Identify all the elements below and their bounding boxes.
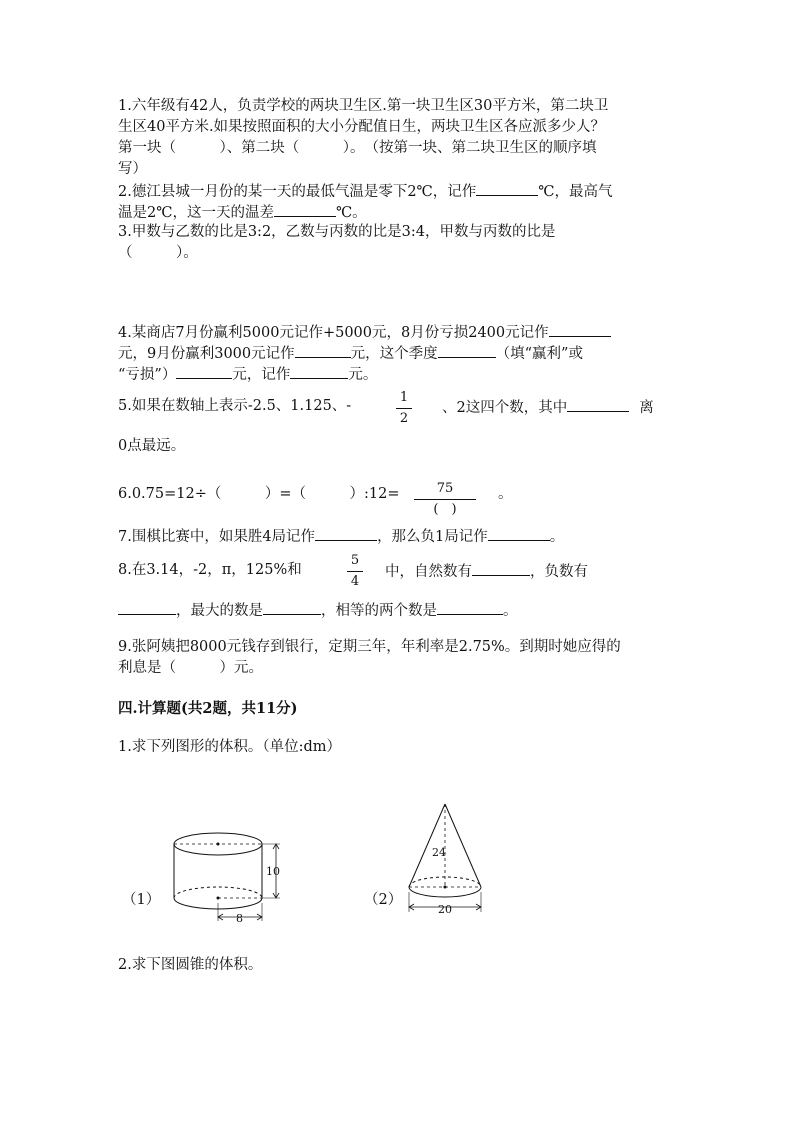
- q7-text-c: 。: [549, 529, 565, 545]
- q8-blank-4[interactable]: [437, 599, 503, 615]
- q4-text-b: 元，9月份赢利3000元记作: [118, 346, 295, 362]
- q9-line2: 利息是（ ）元。: [118, 660, 263, 676]
- q8-line2: [118, 599, 518, 622]
- cylinder-height-label: 10: [266, 865, 280, 878]
- cylinder-figure: [170, 825, 290, 925]
- cone-height-label: 24: [432, 846, 446, 859]
- q7-blank-2[interactable]: [488, 525, 550, 541]
- calc-q1-text: 1.求下列图形的体积。（单位:dm）: [118, 739, 342, 755]
- q2-blank-2[interactable]: [274, 201, 336, 217]
- q2-line2: [118, 201, 367, 224]
- q6-fraction: [414, 481, 476, 518]
- q8-blank-1[interactable]: [472, 560, 530, 576]
- q5-line1-rest: [442, 396, 654, 419]
- cylinder-radius-label: 8: [236, 912, 243, 925]
- q8-frac-bar: [347, 571, 363, 572]
- q5-blank-1[interactable]: [567, 396, 629, 412]
- q1-line4: 写）: [118, 161, 147, 177]
- q4-line1: [118, 321, 611, 344]
- q4-text-d: （填“赢利”或: [495, 346, 583, 362]
- q5-text-b: 、2这四个数，其中: [442, 400, 568, 416]
- q8-fraction: [347, 553, 363, 590]
- q5-text-a: 5.如果在数轴上表示-2.5、1.125、-: [118, 398, 352, 414]
- cone-base-center: [444, 886, 447, 889]
- q7-line: [118, 525, 564, 548]
- q4-blank-1[interactable]: [549, 321, 611, 337]
- q8-text-b: 中，自然数有: [385, 564, 472, 580]
- q4-text-c: 元，这个季度: [350, 346, 438, 362]
- q8-line1-rest: [385, 560, 588, 583]
- q4-text-g: 元。: [348, 367, 378, 383]
- q4-blank-3[interactable]: [438, 342, 496, 358]
- q8-blank-2[interactable]: [118, 599, 176, 615]
- q4-text-a: 4.某商店7月份赢利5000元记作+5000元，8月份亏损2400元记作: [118, 325, 549, 341]
- q2-text-d: ℃。: [335, 205, 367, 221]
- q5-frac-den: 2: [399, 411, 409, 426]
- cone-diameter-label: 20: [438, 903, 452, 916]
- q5-text-d: 0点最远。: [118, 438, 186, 454]
- q1-line3: 第一块（ ）、第二块（ ）。 （按第一块、第二块卫生区的顺序填: [118, 140, 597, 156]
- q3-line1: 3.甲数与乙数的比是3:2，乙数与丙数的比是3:4，甲数与丙数的比是: [118, 224, 556, 240]
- cone-figure: [405, 800, 495, 920]
- cylinder-bottom-back: [174, 887, 262, 898]
- q3-line2: （ ）。: [118, 245, 198, 261]
- fig2-label: （2）: [364, 892, 403, 908]
- q7-text-a: 7.围棋比赛中，如果胜4局记作: [118, 529, 316, 545]
- q8-text-e: ，相等的两个数是: [321, 603, 437, 619]
- q5-frac-num: 1: [399, 390, 409, 405]
- q1-line1: 1.六年级有42人，负责学校的两块卫生区.第一块卫生区30平方米，第二块卫: [118, 98, 609, 114]
- q1-line2: 生区40平方米.如果按照面积的大小分配值日生，两块卫生区各应派多少人？: [118, 119, 606, 135]
- q6-frac-bar: [414, 499, 476, 500]
- cone-right-side: [445, 804, 481, 887]
- q6-text-a: 6.0.75=12÷（ ）=（ ）:12=: [118, 486, 400, 502]
- q5-fraction: [396, 390, 412, 427]
- q9-line1: 9.张阿姨把8000元钱存到银行，定期三年，年利率是2.75%。到期时她应得的: [118, 639, 621, 655]
- q8-blank-3[interactable]: [263, 599, 321, 615]
- q4-blank-4[interactable]: [176, 363, 232, 379]
- q5-text-c: 离: [639, 400, 654, 416]
- q8-text-a: 8.在3.14，-2，π，125%和: [118, 562, 302, 578]
- q4-line3: [118, 363, 377, 386]
- calc-q2-text: 2.求下图圆锥的体积。: [118, 957, 263, 973]
- q2-text-b: ℃，最高气: [538, 184, 613, 200]
- q6-frac-den: ( ): [433, 502, 457, 517]
- q2-blank-1[interactable]: [476, 180, 538, 196]
- q4-text-f: 元，记作: [232, 367, 291, 383]
- q6-frac-num: 75: [436, 481, 454, 496]
- section-4-heading: 四.计算题(共2题，共11分): [118, 700, 298, 717]
- cylinder-top-center: [217, 843, 220, 846]
- q7-blank-1[interactable]: [315, 525, 377, 541]
- q4-blank-2[interactable]: [295, 342, 351, 358]
- q8-frac-num: 5: [350, 553, 360, 568]
- q8-frac-den: 4: [350, 574, 360, 589]
- q5-frac-bar: [396, 408, 412, 409]
- fig1-label: （1）: [122, 892, 161, 908]
- q7-text-b: ，那么负1局记作: [377, 529, 488, 545]
- q2-line1: [118, 180, 613, 203]
- q4-line2: [118, 342, 583, 365]
- q8-text-d: ，最大的数是: [176, 603, 263, 619]
- q4-text-e: “亏损”）: [118, 367, 177, 383]
- q2-text-a: 2.德江县城一月份的某一天的最低气温是零下2℃，记作: [118, 184, 477, 200]
- q8-text-f: 。: [503, 603, 518, 619]
- q8-text-c: ，负数有: [530, 564, 588, 580]
- q4-blank-5[interactable]: [290, 363, 348, 379]
- q2-text-c: 温是2℃，这一天的温差: [118, 205, 274, 221]
- q6-text-b: 。: [498, 486, 513, 502]
